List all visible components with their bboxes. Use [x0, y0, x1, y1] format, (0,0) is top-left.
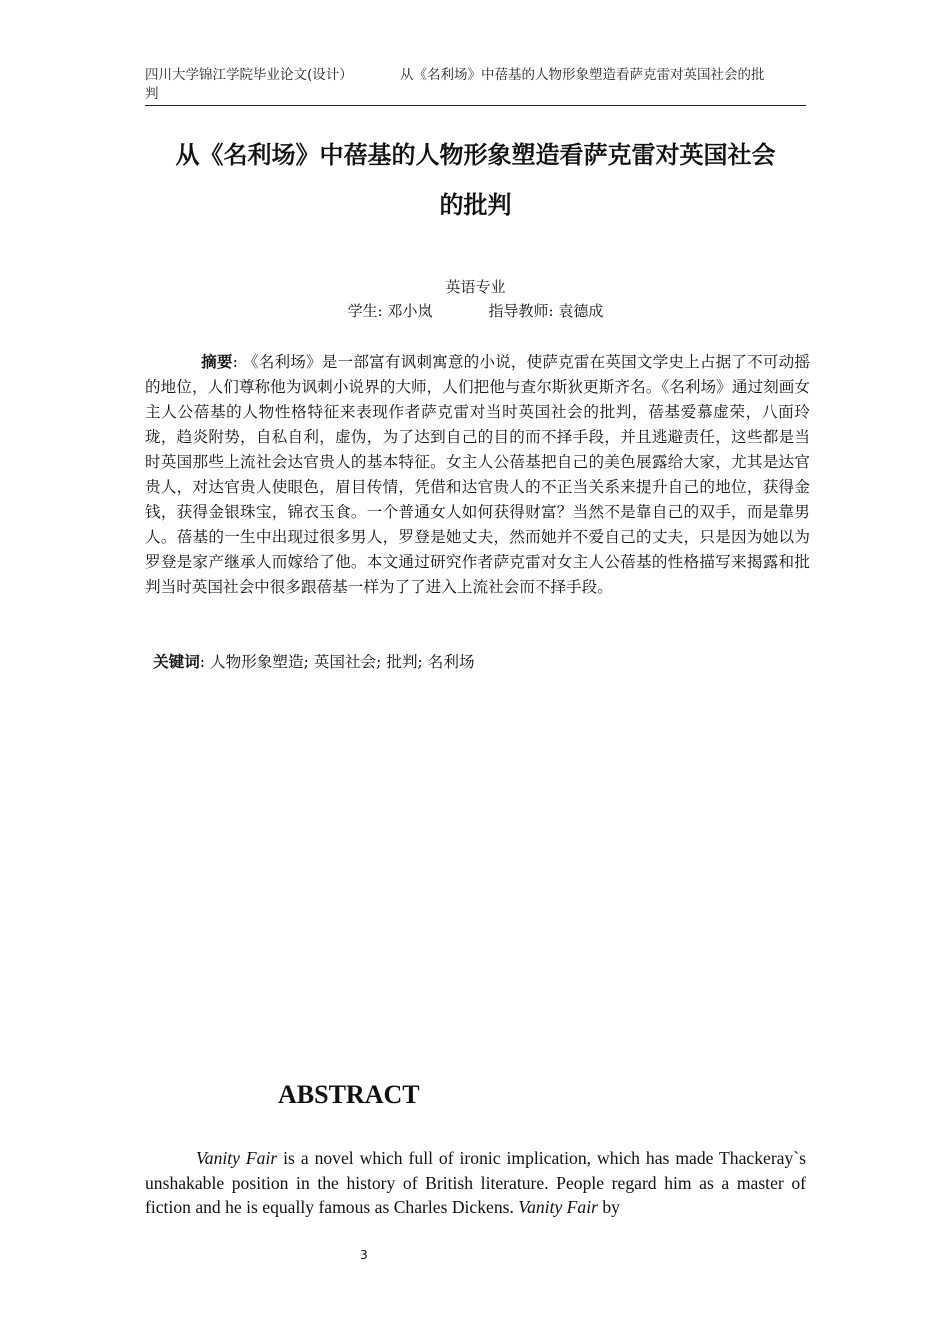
thesis-title-line-1: 从《名利场》中蓓基的人物形象塑造看萨克雷对英国社会 [175, 141, 776, 169]
english-abstract-body [145, 1146, 806, 1220]
student-name: 学生: 邓小岚 [347, 302, 433, 320]
chinese-abstract [145, 350, 810, 600]
keywords [153, 650, 813, 675]
header-running-title: 从《名利场》中蓓基的人物形象塑造看萨克雷对英国社会的批 [400, 67, 765, 83]
english-abstract-text: is a novel which full of ironic implication, which has made Thackeray`s unshakable position in the history of British literature. People regard him as a master of fiction and he is equally famous as Charles Dickens. [145, 1148, 806, 1217]
english-abstract-text-cont: by [597, 1197, 620, 1217]
advisor-name: 指导教师: 袁德成 [488, 302, 604, 320]
page-number: 3 [360, 1248, 368, 1262]
keywords-list: 人物形象塑造; 英国社会; 批判; 名利场 [210, 653, 475, 671]
page-header [145, 66, 806, 106]
abstract-label-colon: : [232, 353, 244, 371]
header-university: 四川大学锦江学院毕业论文(设计） [145, 67, 353, 83]
keywords-label-colon: : [199, 653, 211, 671]
major: 英语专业 [445, 278, 506, 296]
keywords-label: 关键词 [153, 653, 200, 671]
author-info [145, 300, 806, 322]
header-running-title-continuation: 判 [145, 86, 159, 102]
book-title-italic: Vanity Fair [196, 1148, 278, 1168]
book-title-italic: Vanity Fair [518, 1197, 598, 1217]
thesis-title-line-2: 的批判 [439, 191, 512, 219]
abstract-label: 摘要 [201, 353, 233, 371]
english-abstract-heading: ABSTRACT [278, 1080, 420, 1109]
abstract-body: 《名利场》是一部富有讽刺寓意的小说，使萨克雷在英国文学史上占据了不可动摇的地位，人们尊称他为讽刺小说界的大师，人们把他与查尔斯狄更斯齐名。《名利场》通过刻画女主人公蓓基的人物性格特征来表现作者萨克雷对当时英国社会的批判，蓓基爱慕虚荣，八面玲珑，趋炎附势，自私自利，虚伪，为了达到自己的目的而不择手段，并且逃避责任，这些都是当时英国那些上流社会达官贵人的基本特征。女主人公蓓基把自己的美色展露给大家，尤其是达官贵人，对达官贵人使眼色，眉目传情，凭借和达官贵人的不正当关系来提升自己的地位，获得金钱，获得金银珠宝，锦衣玉食。一个普通女人如何获得财富？当然不是靠自己的双手，而是靠男人。蓓基的一生中出现过很多男人，罗登是她丈夫，然而她并不爱自己的丈夫，只是因为她以为罗登是家产继承人而嫁给了他。本文通过研究作者萨克雷对女主人公蓓基的性格描写来揭露和批判当时英国社会中很多跟蓓基一样为了了进入上流社会而不择手段。 [145, 353, 810, 596]
thesis-title [145, 130, 806, 230]
